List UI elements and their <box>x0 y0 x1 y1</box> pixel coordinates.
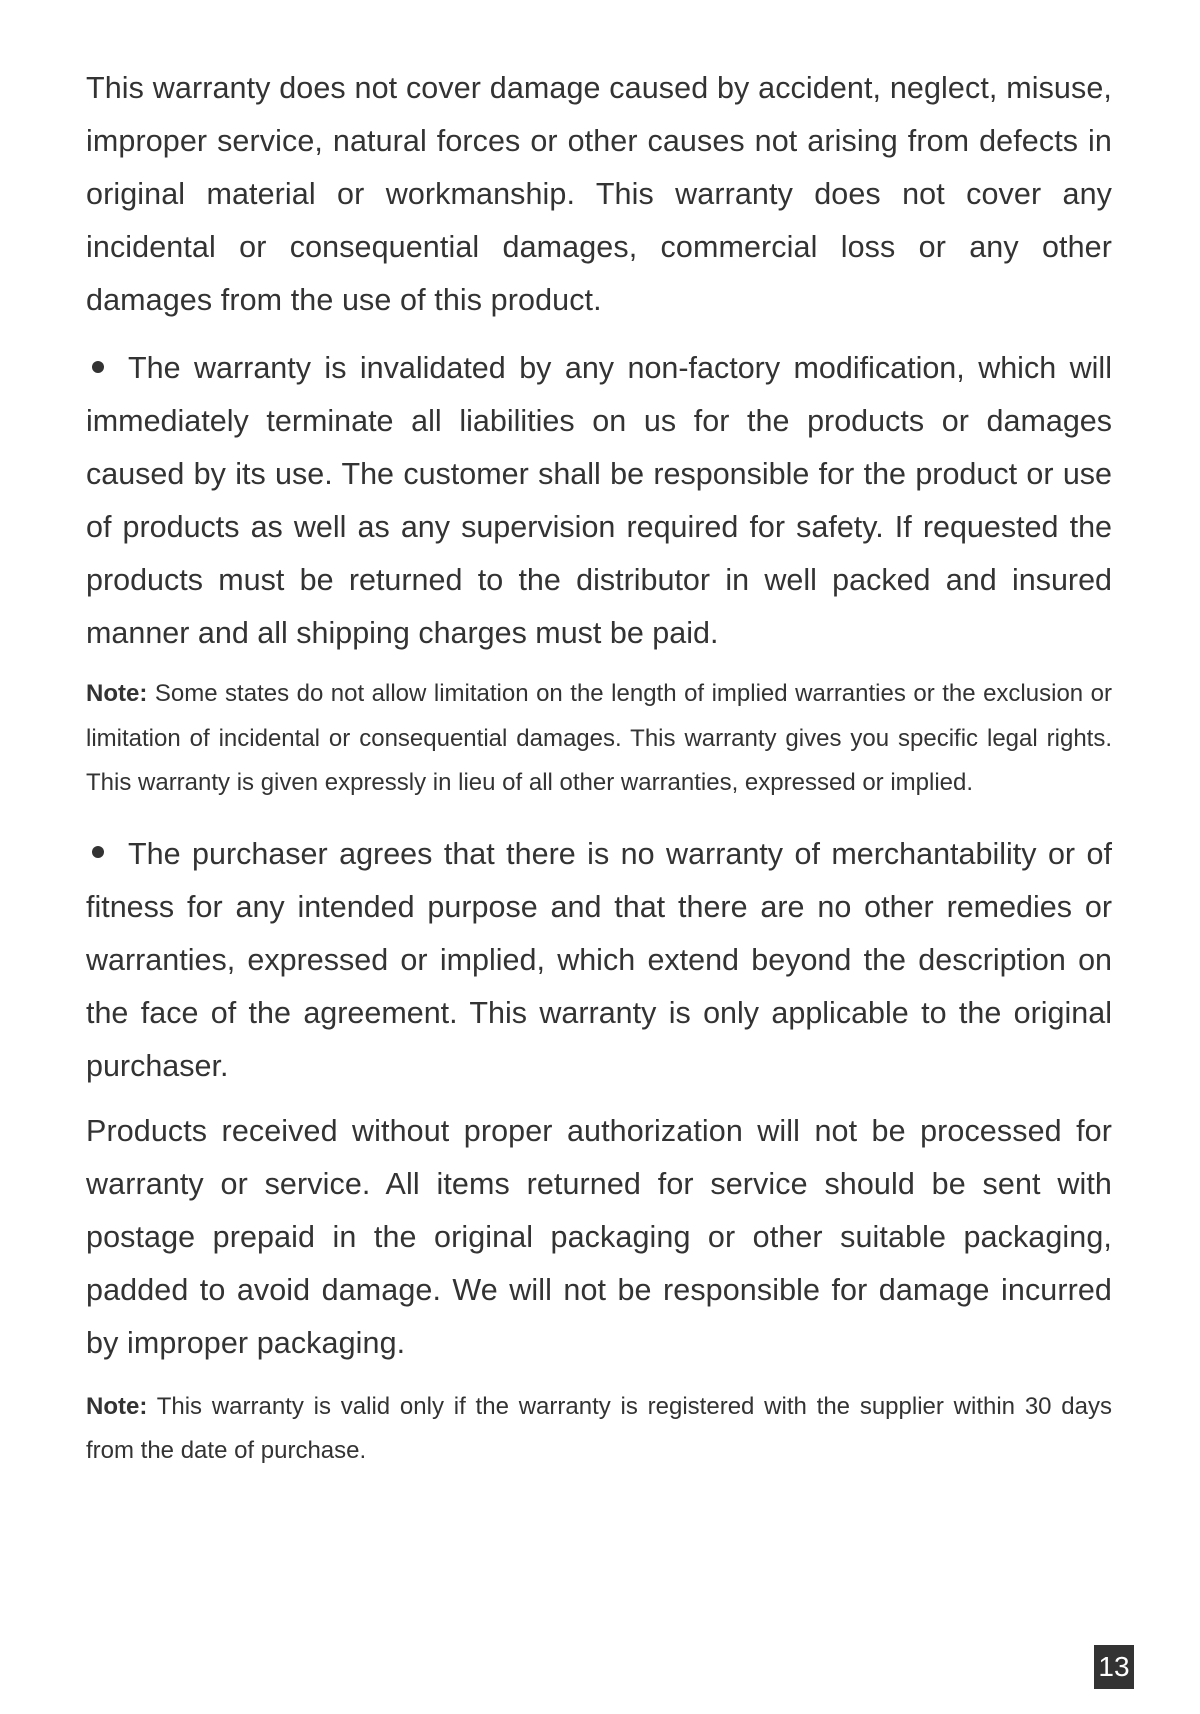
bullet-text: The purchaser agrees that there is no warranty of merchantability or of fitness for any intended purpose and that there are no other remedies or warranties, expressed or implied, which extend beyond the description on the face of the agreement. This warranty is only applicable to the original purchaser. <box>86 836 1112 1083</box>
warranty-page <box>86 62 1112 1496</box>
returns-paragraph: Products received without proper authorization will not be processed for warranty or service. All items returned for service should be sent with postage prepaid in the original packaging or other suitable packaging, padded to avoid damage. We will not be responsible for damage incurred by improper packaging. <box>86 1113 1112 1360</box>
bullet-item-modification <box>86 342 1112 660</box>
note-label: Note: <box>86 680 148 707</box>
bullet-text: The warranty is invalidated by any non-factory modification, which will immediately terminate all liabilities on us for the products or damages caused by its use. The customer shall be responsible for the product or use of products as well as any supervision required for safety. If requested the products must be returned to the distributor in well packed and insured manner and all shipping charges must be paid. <box>86 351 1112 650</box>
page-number-badge: 13 <box>1094 1645 1134 1689</box>
bullet-icon <box>92 361 104 373</box>
bullet-icon <box>92 846 104 858</box>
note-text: Some states do not allow limitation on the length of implied warranties or the exclusion or limitation of incidental or consequential damages. This warranty gives you specific legal rights. This warranty is given expressly in lieu of all other warranties, expressed or implied. <box>86 680 1112 796</box>
note-label: Note: <box>86 1392 148 1420</box>
note-text: This warranty is valid only if the warranty is registered with the supplier within 30 days from the date of purchase. <box>86 1392 1112 1464</box>
warranty-exclusions-paragraph: This warranty does not cover damage caused by accident, neglect, misuse, improper service, natural forces or other causes not arising from defects in original material or workmanship. This warranty does not cover any incidental or consequential damages, commercial loss or any other damages from the use of this product. <box>86 71 1112 317</box>
bullet-item-merchantability <box>86 828 1112 1093</box>
note-registration <box>86 1385 1112 1474</box>
note-implied-warranties <box>86 672 1112 806</box>
